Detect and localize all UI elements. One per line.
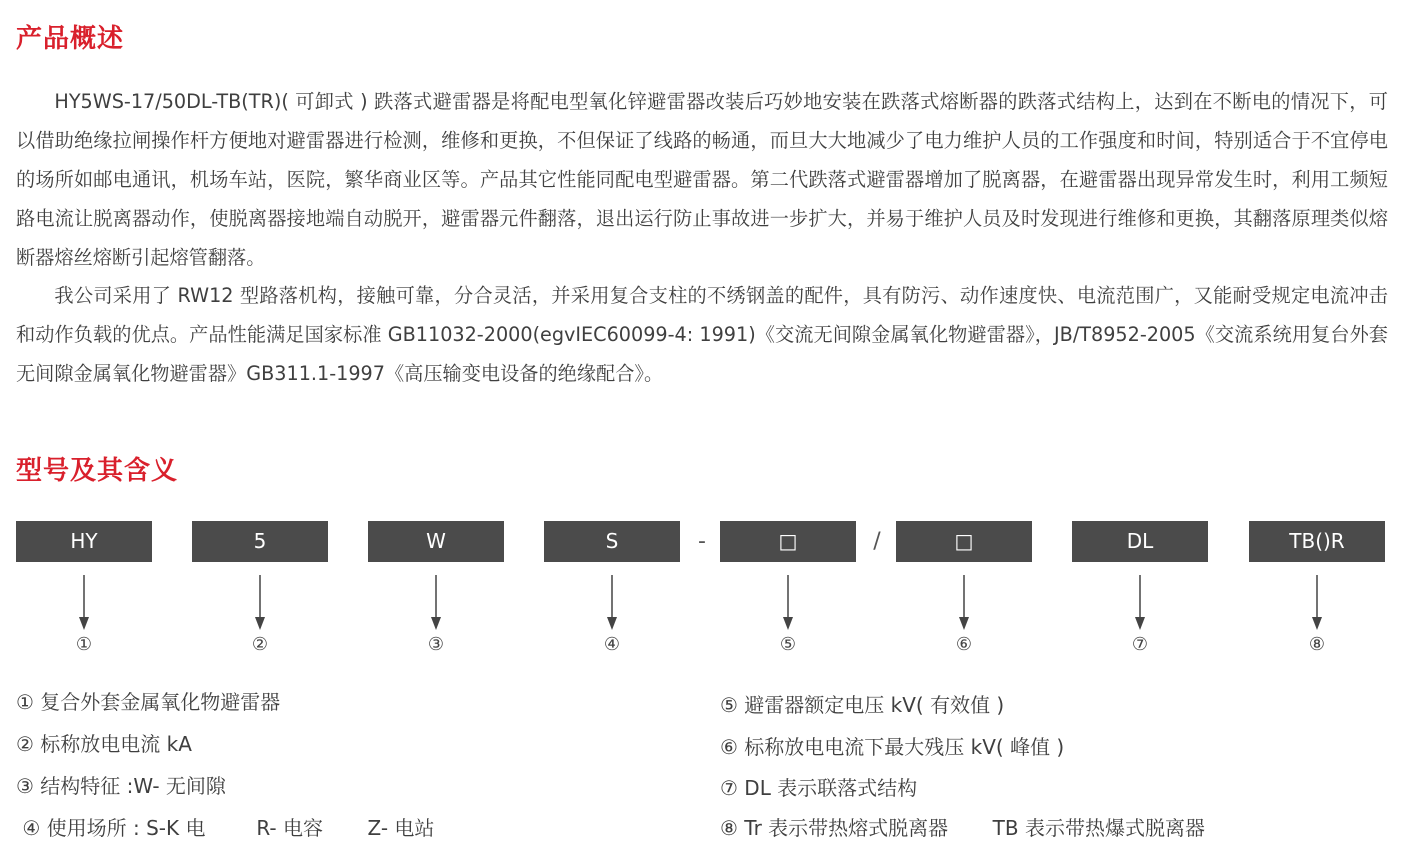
marker-8: ⑧ [1308,634,1326,655]
overview-paragraph-1: HY5WS-17/50DL-TB(TR)( 可卸式 ) 跌落式避雷器是将配电型氧化锌避雷器改装后巧妙地安装在跌落式熔断器的跌落式结构上，达到在不断电的情况下，可以借助绝缘拉闸操作杆方便地对避雷器进行检测，维修和更换，不但保证了线路的畅通，而旦大大地减少了电力维护人员的工作强度和时间，特别适合于不宜停电的场所如邮电通讯，机场车站，医院，繁华商业区等。产品其它性能同配电型避雷器。第二代跌落式避雷器增加了脱离器，在避雷器出现异常发生时，利用工频短路电流让脱离器动作，使脱离器接地端自动脱开，避雷器元件翻落，退出运行防止事故进一步扩大，并易于维护人员及时发现进行维修和更换，其翻落原理类似熔断器熔丝熔断引起熔管翻落。 [16,90,1388,269]
legend-item-6: ⑥ 标称放电电流下最大残压 kV( 峰值 ) [720,735,1065,759]
marker-5: ⑤ [779,634,797,655]
legend-item-3: ③ 结构特征 :W- 无间隙 [16,774,226,798]
code-box-w: W [368,521,504,562]
code-box-residual-voltage: □ [896,521,1032,562]
legend-item-5: ⑤ 避雷器额定电压 kV( 有效值 ) [720,693,1005,717]
overview-paragraph-2: 我公司采用了 RW12 型路落机构，接触可靠，分合灵活，并采用复合支柱的不绣钢盖的配件，具有防污、动作速度快、电流范围广，又能耐受规定电流冲击和动作负载的优点。产品性能满足国家标准 GB11032-2000(egvIEC60099-4: 1991)《交流无间隙金属氧化物避雷器》，JB/T8952-2005《交流系统用复台外套无间隙金属氧化物避雷器》GB311.1-1997《高压输变电设备的绝缘配合》。 [16,284,1388,385]
down-arrow-icon [77,575,91,631]
down-arrow-icon [253,575,267,631]
code-box-tbr: TB()R [1249,521,1385,562]
down-arrow-icon [781,575,795,631]
marker-7: ⑦ [1131,634,1149,655]
code-box-dl: DL [1072,521,1208,562]
code-box-rated-voltage: □ [720,521,856,562]
slash-separator: / [873,529,881,554]
section-title-overview: 产品概述 [16,24,125,54]
code-box-s: S [544,521,680,562]
code-box-hy: HY [16,521,152,562]
down-arrow-icon [1310,575,1324,631]
code-box-5: 5 [192,521,328,562]
marker-4: ④ [603,634,621,655]
legend-item-4: ④ 使用场所 : S-K 电 R- 电容 Z- 电站 [16,816,435,840]
marker-2: ② [251,634,269,655]
section-title-model: 型号及其含义 [16,456,179,486]
legend-item-8: ⑧ Tr 表示带热熔式脱离器 TB 表示带热爆式脱离器 [720,816,1205,840]
marker-1: ① [75,634,93,655]
down-arrow-icon [1133,575,1147,631]
down-arrow-icon [605,575,619,631]
down-arrow-icon [429,575,443,631]
marker-6: ⑥ [955,634,973,655]
marker-3: ③ [427,634,445,655]
legend-item-7: ⑦ DL 表示联落式结构 [720,776,918,800]
down-arrow-icon [957,575,971,631]
legend-item-1: ① 复合外套金属氧化物避雷器 [16,690,281,714]
legend-item-2: ② 标称放电电流 kA [16,732,192,756]
dash-separator: - [698,529,706,554]
